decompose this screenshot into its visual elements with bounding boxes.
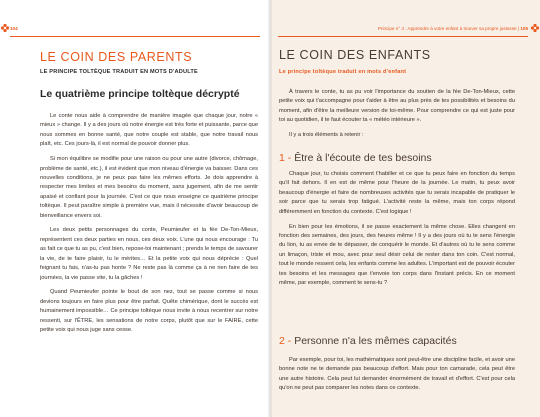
right-page	[270, 0, 540, 417]
paragraph: Chaque jour, tu choisis comment t'habiller et ce que tu peux faire en fonction du temps qu'il fait dehors. Il en est de même pour l'heure de la journée. Le matin, tu peux avoir beaucoup d'énergie et faire de nombreuses activités que tu serais incapable de pratiquer le soir parce que tu serais trop fatigué. L'activité reste la même, mais ton corps répond différemment en fonction du contexte. C'est logique !	[279, 171, 515, 215]
section-heading: Le quatrième principe toltèque décrypté	[40, 88, 240, 100]
page-number: 104	[10, 26, 18, 31]
flower-icon	[0, 23, 10, 33]
folio-rule	[10, 36, 260, 37]
paragraph: Si mon équilibre se modifie pour une raison ou pour une autre (divorce, chômage, problème de santé, etc.), il est évident que mon niveau d'énergie va baisser. Dans ces nouvelles conditions, je ne peux pas faire les mêmes efforts. Je dois apprendre à respecter mes limites et mes besoins du moment, sans jugement, afin de me sentir apaisé et confiant pour la journée. C'est ce que nous enseigne ce quatrième principe toltèque. Il peut paraître simple à première vue, mais il nécessite d'avoir beaucoup de bienveillance envers soi.	[40, 156, 258, 219]
section-heading-1	[279, 152, 432, 164]
paragraph: À travers le conte, tu as pu voir l'importance du soutien de la fée De-Ton-Mieux, cette petite voix qui t'accompagne pour t'aider à être au plus près de tes possibilités et besoins du moment, afin d'être la meilleure version de toi-même. Pour comprendre ce qui est juste pour toi au quotidien, il te faut écouter ta « météo intérieure ».	[279, 89, 515, 124]
paragraph: Les deux petits personnages du conte, Peumieufer et la fée De-Ton-Mieux, représentent ces deux parties en nous, ces deux voix. L'une qui nous encourage : Tu as fait ce que tu as pu, c'est bien, repose-toi maintenant ; prends le temps de savourer la vie, de te faire plaisir, tu le mérites… Et la petite voix qui nous déprécie : Quel feignant tu fais, n'as-tu pas honte ? Ne reste pas là comme ça à ne rien faire de tes journées, la vie passe vite, tu la gâches !	[40, 227, 258, 281]
section-title: Être à l'écoute de tes besoins	[294, 152, 432, 164]
folio-rule	[278, 36, 528, 37]
section-1-body	[279, 170, 515, 294]
flower-icon	[530, 23, 540, 33]
section-heading-2	[279, 335, 457, 347]
section-number: 1 -	[279, 152, 292, 164]
left-body	[40, 112, 258, 341]
chapter-subtitle: LE PRINCIPE TOLTÈQUE TRADUIT EN MOTS D'ADULTE	[40, 69, 198, 75]
paragraph: Quand Peumieufer pointe le bout de son nez, tout se passe comme si nous devions toujours en faire plus pour être parfait. Quête chimérique, dont le succès est humainement impossible… Ce principe toltèque nous invite à nous recentrer sur notre ressenti, sur l'ÊTRE, les sensations de notre corps, plutôt que sur le FAIRE, cette petite voix qui nous juge sans cesse.	[40, 289, 258, 334]
book-gutter	[268, 0, 272, 417]
paragraph: Par exemple, pour toi, les mathématiques sont peut-être une discipline facile, et avoir une bonne note ne te demande pas beaucoup d'effort. Mais pour ton camarade, cela peut être une autre histoire. Cela peut lui demander énormément de travail et d'effort. C'est pour cela qu'on ne peut pas comparer les notes dans ce contexte.	[279, 357, 515, 392]
paragraph: En bien pour les émotions, il se passe exactement la même chose. Elles changent en fonction des semaines, des jours, des heures même ! Il y a des jours où tu te sens l'énergie du lion, tu as envie de te dépasser, de conquérir le monde. Et d'autres où tu te sens comme un limaçon, triste et mou, avec pour seul désir celui de rester dans ton coin. C'est normal, tout le monde ressent cela, les enfants comme les adultes. L'important est de pouvoir écouter tes besoins et les messages que t'envoie ton corps dans l'instant précis. En ce moment même, par exemple, comment te sens-tu ?	[279, 223, 515, 286]
chapter-title: LE COIN DES ENFANTS	[279, 48, 431, 62]
chapter-title: LE COIN DES PARENTS	[40, 50, 193, 64]
section-number: 2 -	[279, 335, 292, 347]
paragraph: Il y a trois éléments à retenir :	[289, 132, 364, 139]
section-title: Personne n'a les mêmes capacités	[294, 335, 457, 347]
paragraph: Le conte nous aide à comprendre de manière imagée que chaque jour, notre « mieux » change. Il y a des jours où notre énergie est très forte et puissante, parce que nous sommes en bonne santé, que notre couple est stable, que notre travail nous plaît, etc. Ces jours-là, il est normal de pouvoir donner plus.	[40, 113, 258, 148]
right-folio: Principe n° 4 : Apprendre à votre enfant à trouver sa propre justesse | 105	[377, 26, 528, 31]
running-head: Principe n° 4 : Apprendre à votre enfant à trouver sa propre justesse	[377, 26, 517, 31]
chapter-subtitle: Le principe toltèque traduit en mots d'enfant	[279, 69, 407, 75]
intro-body	[279, 88, 515, 146]
section-2-body	[279, 356, 515, 399]
page-number: 105	[520, 26, 528, 31]
